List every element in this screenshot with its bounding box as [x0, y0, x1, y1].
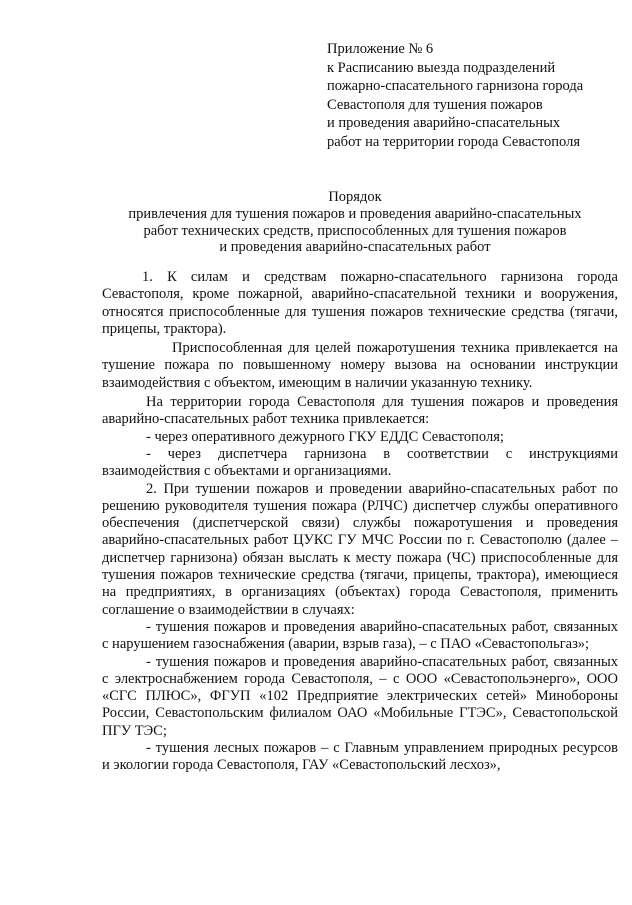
list-item: - через диспетчера гарнизона в соответствии с инструкциями взаимодействия с объектами и организациями.	[102, 445, 618, 480]
title-line: и проведения аварийно-спасательных работ	[219, 239, 491, 256]
list-item: - тушения пожаров и проведения аварийно-спасательных работ, связанных с нарушением газоснабжения (аварии, взрыв газа), – с ПАО «Севастопольгаз»;	[102, 618, 618, 653]
paragraph-2: Приспособленная для целей пожаротушения техника привлекается на тушение пожара по повышенному номеру вызова на основании инструкции взаимодействия с объектом, имеющим в наличии указанную технику.	[102, 340, 618, 391]
list-item: - тушения лесных пожаров – с Главным управлением природных ресурсов и экологии города Севастополя, ГАУ «Севастопольский лесхоз»,	[102, 740, 618, 774]
list-item: - через оперативного дежурного ГКУ ЕДДС Севастополя;	[146, 428, 504, 445]
appendix-line: пожарно-спасательного гарнизона города	[327, 78, 584, 95]
title-line: работ технических средств, приспособленных для тушения пожаров	[143, 222, 567, 239]
document-body	[102, 269, 618, 775]
paragraph-1: 1. К силам и средствам пожарно-спасательного гарнизона города Севастополя, кроме пожарной, аварийно-спасательной техники и вооружения, относятся приспособленные для тушения пожаров технические средства (тягачи, прицепы, трактора).	[102, 269, 618, 337]
paragraph-3: На территории города Севастополя для тушения пожаров и проведения аварийно-спасательных работ техника привлекается:	[102, 394, 618, 428]
title-heading: Порядок	[328, 189, 382, 205]
appendix-line: Севастополя для тушения пожаров	[327, 96, 543, 113]
paragraph-4: 2. При тушении пожаров и проведении аварийно-спасательных работ по решению руководителя тушения пожара (РЛЧС) диспетчер службы оперативного обеспечения (диспетчерской связи) службы пожаротушения и проведения аварийно-спасательных работ ЦУКС ГУ МЧС России по г. Севастополю (далее – диспетчер гарнизона) обязан выслать к месту пожара (ЧС) приспособленные для тушения пожаров технические средства (тягачи, прицепы, трактора), имеющиеся на предприятиях, в организациях (объектах) города Севастополя, применить соглашение о взаимодействии в случаях:	[102, 480, 618, 618]
appendix-line: к Расписанию выезда подразделений	[327, 59, 556, 76]
appendix-line: Приложение № 6	[327, 41, 434, 57]
list-item: - тушения пожаров и проведения аварийно-спасательных работ, связанных с электроснабжением города Севастополя, – с ООО «Севастопольэнерго», ООО «СГС ПЛЮС», ФГУП «102 Предприятие электрических сетей» Минобороны России, Севастопольским филиалом ОАО «Мобильные ГТЭС», Севастопольской ПГУ ТЭС;	[102, 653, 618, 739]
title-line: привлечения для тушения пожаров и проведения аварийно-спасательных	[128, 205, 582, 222]
appendix-line: и проведения аварийно-спасательных	[327, 115, 561, 132]
document-title	[95, 189, 615, 256]
appendix-header	[327, 40, 617, 152]
appendix-line: работ на территории города Севастополя	[327, 133, 581, 150]
